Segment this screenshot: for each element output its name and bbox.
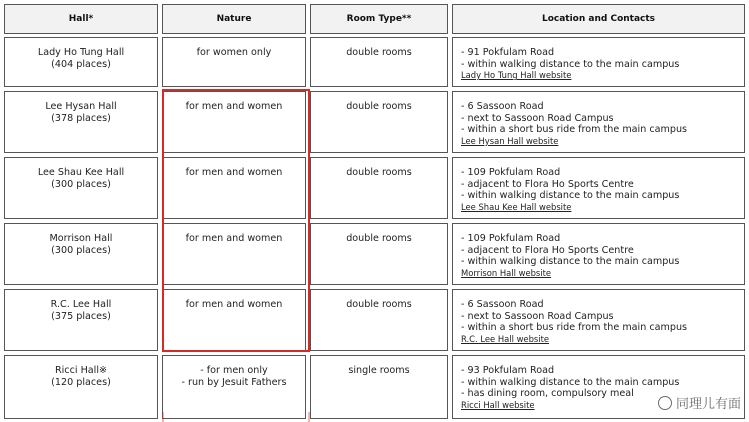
room-type-cell (310, 355, 448, 419)
nature-cell (162, 91, 306, 153)
hall-name-cell (4, 37, 158, 87)
nature-text: for men and women (185, 101, 283, 112)
room-type-cell (310, 37, 448, 87)
location-line: - 109 Pokfulam Road (461, 167, 561, 178)
hall-name: Ricci Hall※ (54, 365, 108, 376)
nature-cell (162, 355, 306, 419)
nature-cell (162, 157, 306, 219)
location-line: - within walking distance to the main campus (461, 376, 680, 388)
nature-text: - for men only (200, 365, 268, 376)
location-line: - 6 Sassoon Road (461, 299, 544, 310)
hall-website-link[interactable]: Lady Ho Tung Hall website (461, 70, 572, 81)
location-line: - adjacent to Flora Ho Sports Centre (461, 244, 634, 256)
watermark (656, 393, 743, 412)
nature-text: for men and women (185, 167, 283, 178)
location-line: - within walking distance to the main campus (461, 256, 680, 268)
hall-name-cell (4, 223, 158, 285)
room-type-text: single rooms (348, 365, 410, 376)
hall-website-link[interactable]: Lee Shau Kee Hall website (461, 201, 572, 212)
location-line: - next to Sassoon Road Campus (461, 112, 614, 124)
location-line: - within walking distance to the main campus (461, 190, 680, 202)
room-type-cell (310, 91, 448, 153)
hall-website-link[interactable]: Morrison Hall website (461, 267, 552, 278)
hall-website-link[interactable]: Lee Hysan Hall website (461, 135, 559, 146)
location-line: - 91 Pokfulam Road (461, 47, 555, 58)
location-cell (452, 289, 745, 351)
location-cell (452, 157, 745, 219)
hall-places: (300 places) (51, 178, 111, 190)
highlight-box-partial (162, 412, 310, 422)
location-line: - 109 Pokfulam Road (461, 233, 561, 244)
location-cell (452, 37, 745, 87)
location-line: - within a short bus ride from the main campus (461, 322, 688, 334)
header-nature: Nature (162, 4, 306, 34)
room-type-text: double rooms (346, 101, 412, 112)
location-line: - within walking distance to the main campus (461, 58, 680, 70)
nature-text: for men and women (185, 299, 283, 310)
room-type-text: double rooms (346, 233, 412, 244)
hall-places: (375 places) (51, 310, 111, 322)
hall-places: (120 places) (51, 376, 111, 388)
hall-places: (404 places) (51, 58, 111, 70)
header-room-type: Room Type** (310, 4, 448, 34)
location-line: - within a short bus ride from the main campus (461, 124, 688, 136)
location-line: - next to Sassoon Road Campus (461, 310, 614, 322)
hall-name: Morrison Hall (49, 233, 113, 244)
nature-cell (162, 37, 306, 87)
nature-cell (162, 223, 306, 285)
room-type-text: double rooms (346, 167, 412, 178)
header-location: Location and Contacts (452, 4, 745, 34)
room-type-cell (310, 223, 448, 285)
room-type-text: double rooms (346, 47, 412, 58)
nature-cell (162, 289, 306, 351)
location-line: - 6 Sassoon Road (461, 101, 544, 112)
location-line: - 93 Pokfulam Road (461, 365, 555, 376)
hall-places: (300 places) (51, 244, 111, 256)
hall-name: Lady Ho Tung Hall (37, 47, 125, 58)
watermark-text: 同理儿有面 (675, 397, 741, 412)
hall-website-link[interactable]: R.C. Lee Hall website (461, 333, 550, 344)
hall-name-cell (4, 91, 158, 153)
location-cell (452, 91, 745, 153)
hall-name: Lee Hysan Hall (45, 101, 117, 112)
room-type-cell (310, 289, 448, 351)
hall-name-cell (4, 289, 158, 351)
hall-name-cell (4, 355, 158, 419)
nature-text: for women only (196, 47, 272, 58)
hall-places: (378 places) (51, 112, 111, 124)
room-type-text: double rooms (346, 299, 412, 310)
nature-text: for men and women (185, 233, 283, 244)
hall-name: R.C. Lee Hall (50, 299, 112, 310)
header-hall: Hall* (4, 4, 158, 34)
nature-text: - run by Jesuit Fathers (181, 376, 287, 388)
location-line: - adjacent to Flora Ho Sports Centre (461, 178, 634, 190)
hall-name: Lee Shau Kee Hall (37, 167, 125, 178)
location-line: - has dining room, compulsory meal (461, 388, 634, 400)
hall-name-cell (4, 157, 158, 219)
wechat-icon (658, 396, 672, 410)
location-cell (452, 223, 745, 285)
hall-website-link[interactable]: Ricci Hall website (461, 399, 535, 410)
room-type-cell (310, 157, 448, 219)
